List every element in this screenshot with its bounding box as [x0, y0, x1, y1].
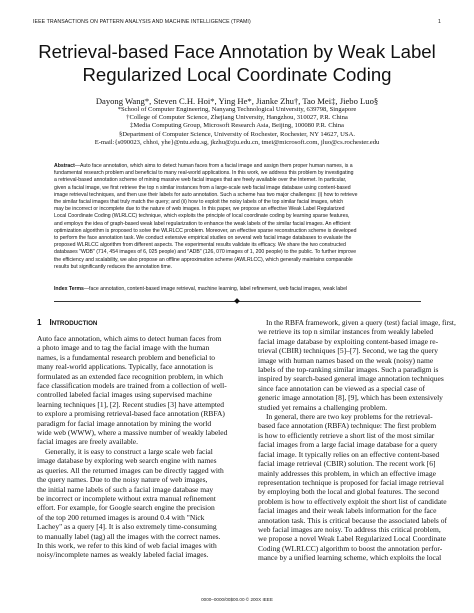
- abstract-line: and employs the idea of graph-based weak label regularization to enhance the weak labels of the similar facial images. An efficient: [54, 220, 351, 227]
- body-line: learning techniques [1], [2]. Recent studies [3] have attempted: [37, 399, 225, 409]
- abstract-text: —Auto face annotation, which aims to detect human faces from a facial image and assign them proper human names, is a: [74, 163, 353, 169]
- body-line: face classification models are trained from a collection of well-: [37, 381, 227, 391]
- author-list: Dayong Wang*, Steven C.H. Hoi*, Ying He*, Jianke Zhu†, Tao Mei‡, Jiebo Luo§: [95, 96, 379, 106]
- index-terms-text: —face annotation, content-based image retrieval, machine learning, label refinement, web facial images, weak label: [83, 286, 348, 292]
- running-head: [33, 19, 441, 27]
- body-line: mainly addresses this problem, in which an effective image: [258, 468, 436, 478]
- paper-title: [20, 40, 454, 86]
- affiliation-line: §Department of Computer Science, University of Rochester, Rochester, NY 14627, USA.: [119, 130, 355, 138]
- body-line: as queries. All the returned images can be directly tagged with: [37, 465, 224, 475]
- abstract-line: given a facial image, we first retrieve the top n similar instances from a large-scale web facial image database using content-based: [54, 184, 351, 191]
- body-line: the initial name labels of such a facial image database may: [37, 484, 214, 494]
- section-title-rest: NTRODUCTION: [51, 320, 98, 327]
- body-line: inspired by search-based general image annotation techniques: [258, 374, 444, 384]
- abstract-line: databases "WDB" (714, 454 images of 6, 025 people) and "ADB" (126, 070 images of 1, 200 people) to the public. To further improve: [54, 249, 357, 256]
- body-line: image database by exploring web search engine with names: [37, 456, 217, 466]
- abstract-line: results but significantly reduces the annotation time.: [54, 263, 173, 270]
- body-line: a photo image and to tag the facial image with the human: [37, 343, 210, 353]
- body-line: many real-world applications. Typically, face annotation is: [37, 362, 213, 372]
- body-line: labels of the top-ranking similar images. Such a paradigm is: [258, 365, 439, 375]
- left-column: [37, 318, 235, 560]
- body-line: problem is how to effectively exploit the short list of candidate: [258, 496, 447, 506]
- section-initial: I: [49, 318, 52, 327]
- copyright-footer: 0000–0000/00$00.00 © 200X IEEE: [201, 597, 273, 602]
- title-line-1: Retrieval-based Face Annotation by Weak Label: [38, 41, 436, 62]
- body-line: we propose a novel Weak Label Regularized Local Coordinate: [258, 534, 446, 544]
- journal-name: IEEE TRANSACTIONS ON PATTERN ANALYSIS AND MACHINE INTELLIGENCE (TPAMI): [33, 19, 251, 25]
- abstract-line: optimization algorithm is proposed to solve the WLRLCC problem. Moreover, an effective sparse reconstruction scheme is developed: [54, 227, 357, 234]
- affiliation-line: ‡Media Computing Group, Microsoft Research Asia, Beijing, 100080 P.R. China: [130, 122, 344, 130]
- abstract-line: to perform the face annotation task. We conduct extensive empirical studies on several web facial image databases to evaluate the: [54, 235, 352, 242]
- body-line: In this work, we refer to this kind of web facial images with: [37, 540, 217, 550]
- body-line: to explore a promising retrieval-based face annotation (RBFA): [37, 409, 225, 419]
- body-line: based face annotation (RBFA) technique: The first problem: [258, 421, 437, 431]
- body-line: wide web (WWW), where a massive number of weakly labeled: [37, 428, 228, 438]
- section-divider: [54, 299, 421, 303]
- abstract-line: may be incorrect or incomplete due to the nature of web images. In this paper, we propose an effective Weak Label Regularized: [54, 206, 345, 213]
- body-line: Generally, it is easy to construct a large scale web facial: [45, 446, 213, 456]
- body-line: is how to efficiently retrieve a short list of the most similar: [258, 430, 435, 440]
- right-column: [258, 318, 456, 563]
- diamond-icon: [234, 298, 240, 304]
- body-line: controlled labeled facial images using supervised machine: [37, 390, 212, 400]
- body-line: Coding (WLRLCC) algorithm to boost the annotation perfor-: [258, 543, 443, 553]
- body-line: In the RBFA framework, given a query (test) facial image, first,: [265, 318, 456, 327]
- section-heading: [37, 318, 235, 329]
- abstract-label: Abstract: [54, 163, 75, 169]
- section-number: 1: [37, 318, 42, 327]
- affiliation-line: †College of Computer Science, Zhejiang University, Hangzhou, 310027, P.R. China: [126, 114, 348, 122]
- index-terms: [54, 286, 421, 293]
- body-line: of the top 200 returned images is around 0.4 with "Nick: [37, 512, 205, 522]
- body-line: image with human names based on the weak (noisy) name: [258, 355, 434, 365]
- body-line: Auto face annotation, which aims to detect human faces from: [37, 334, 222, 343]
- body-line: web facial images are noisy. To address this critical problem,: [258, 524, 441, 534]
- body-line: facial image retrieval (CBIR) solution. The recent work [6]: [258, 459, 436, 469]
- body-line: formulated as an extended face recognition problem, in which: [37, 371, 223, 381]
- abstract: [54, 163, 421, 271]
- body-line: we retrieve its top n similar instances from weakly labeled: [258, 327, 434, 337]
- title-line-2: Regularized Local Coordinate Coding: [82, 64, 392, 85]
- abstract-line: the efficiency and scalability, we also propose an offline approximation scheme (AWLRLCC), which generally maintains comparable: [54, 256, 353, 263]
- body-line: noisy/incomplete names as weakly labeled facial images.: [37, 550, 209, 560]
- abstract-line: [54, 163, 421, 170]
- body-line: trieval (CBIR) techniques [5]–[7]. Second, we tag the query: [258, 346, 438, 356]
- body-line: by employing both the local and global features. The second: [258, 487, 440, 497]
- body-line: facial images and their weak labels information for the face: [258, 506, 437, 516]
- body-line: facial image database by exploiting content-based image re-: [258, 336, 439, 346]
- abstract-line: Local Coordinate Coding (WLRLCC) technique, which exploits the principle of local coordinate coding by learning sparse features,: [54, 213, 350, 220]
- abstract-line: the similar facial images that truly match the query; and (ii) how to exploit the noisy labels of the top similar facial images, which: [54, 199, 344, 206]
- abstract-line: proposed WLRLCC algorithm from different aspects. The experimental results validate its efficacy. We share the two constructed: [54, 242, 346, 249]
- body-line: to manually label (tag) all the images with the correct names.: [37, 531, 221, 541]
- body-line: representation technique is proposed for facial image retrieval: [258, 477, 444, 487]
- index-terms-label: Index Terms: [54, 286, 84, 292]
- body-line: be incorrect or incomplete without extra manual refinement: [37, 493, 216, 503]
- body-line: mance by a unified learning scheme, which exploits the local: [258, 553, 442, 563]
- abstract-line: image retrieval techniques, and then use their labels for auto annotation. Such a scheme has two major challenges: (i) how to retrieve: [54, 191, 358, 198]
- body-line: facial image. It typically relies on an effective content-based: [258, 449, 440, 459]
- affiliations: [30, 106, 444, 147]
- page-number: 1: [438, 19, 441, 25]
- body-line: In general, there are two key problems for the retrieval-: [266, 412, 433, 422]
- body-line: the query names. Due to the noisy nature of web images,: [37, 475, 208, 485]
- body-line: studied yet remains a challenging problem.: [258, 402, 388, 412]
- body-line: effort. For example, for Google search engine the precision: [37, 503, 215, 513]
- email-line: E-mail:{s090023, chhoi, yhe}@ntu.edu.sg, jkzhu@zju.edu.cn, tmei@microsoft.com, jluo@cs.rochester.edu: [94, 138, 380, 146]
- body-line: names, is a fundamental research problem and beneficial to: [37, 352, 216, 362]
- body-line: Lachey" as a query [4]. It is also extremely time-consuming: [37, 522, 217, 532]
- body-line: facial images are freely available.: [37, 437, 138, 447]
- abstract-line: a retrieval-based annotation scheme of mining massive web facial images that are freely available over the Internet. In particular,: [54, 177, 347, 184]
- affiliation-line: *School of Computer Engineering, Nanyang Technological University, 639798, Singapore: [117, 106, 357, 113]
- abstract-line: fundamental research problem and beneficial to many real-world applications. In this work, we address this problem by investigating: [54, 170, 354, 177]
- body-line: paradigm for facial image annotation by mining the world: [37, 418, 212, 428]
- body-line: facial images from a large facial image database for a query: [258, 440, 438, 450]
- body-line: since face annotation can be viewed as a special case of: [258, 383, 425, 393]
- body-line: annotation task. This is critical because the associated labels of: [258, 515, 447, 525]
- body-line: generic image annotation [8], [9], which has been extensively: [258, 393, 443, 403]
